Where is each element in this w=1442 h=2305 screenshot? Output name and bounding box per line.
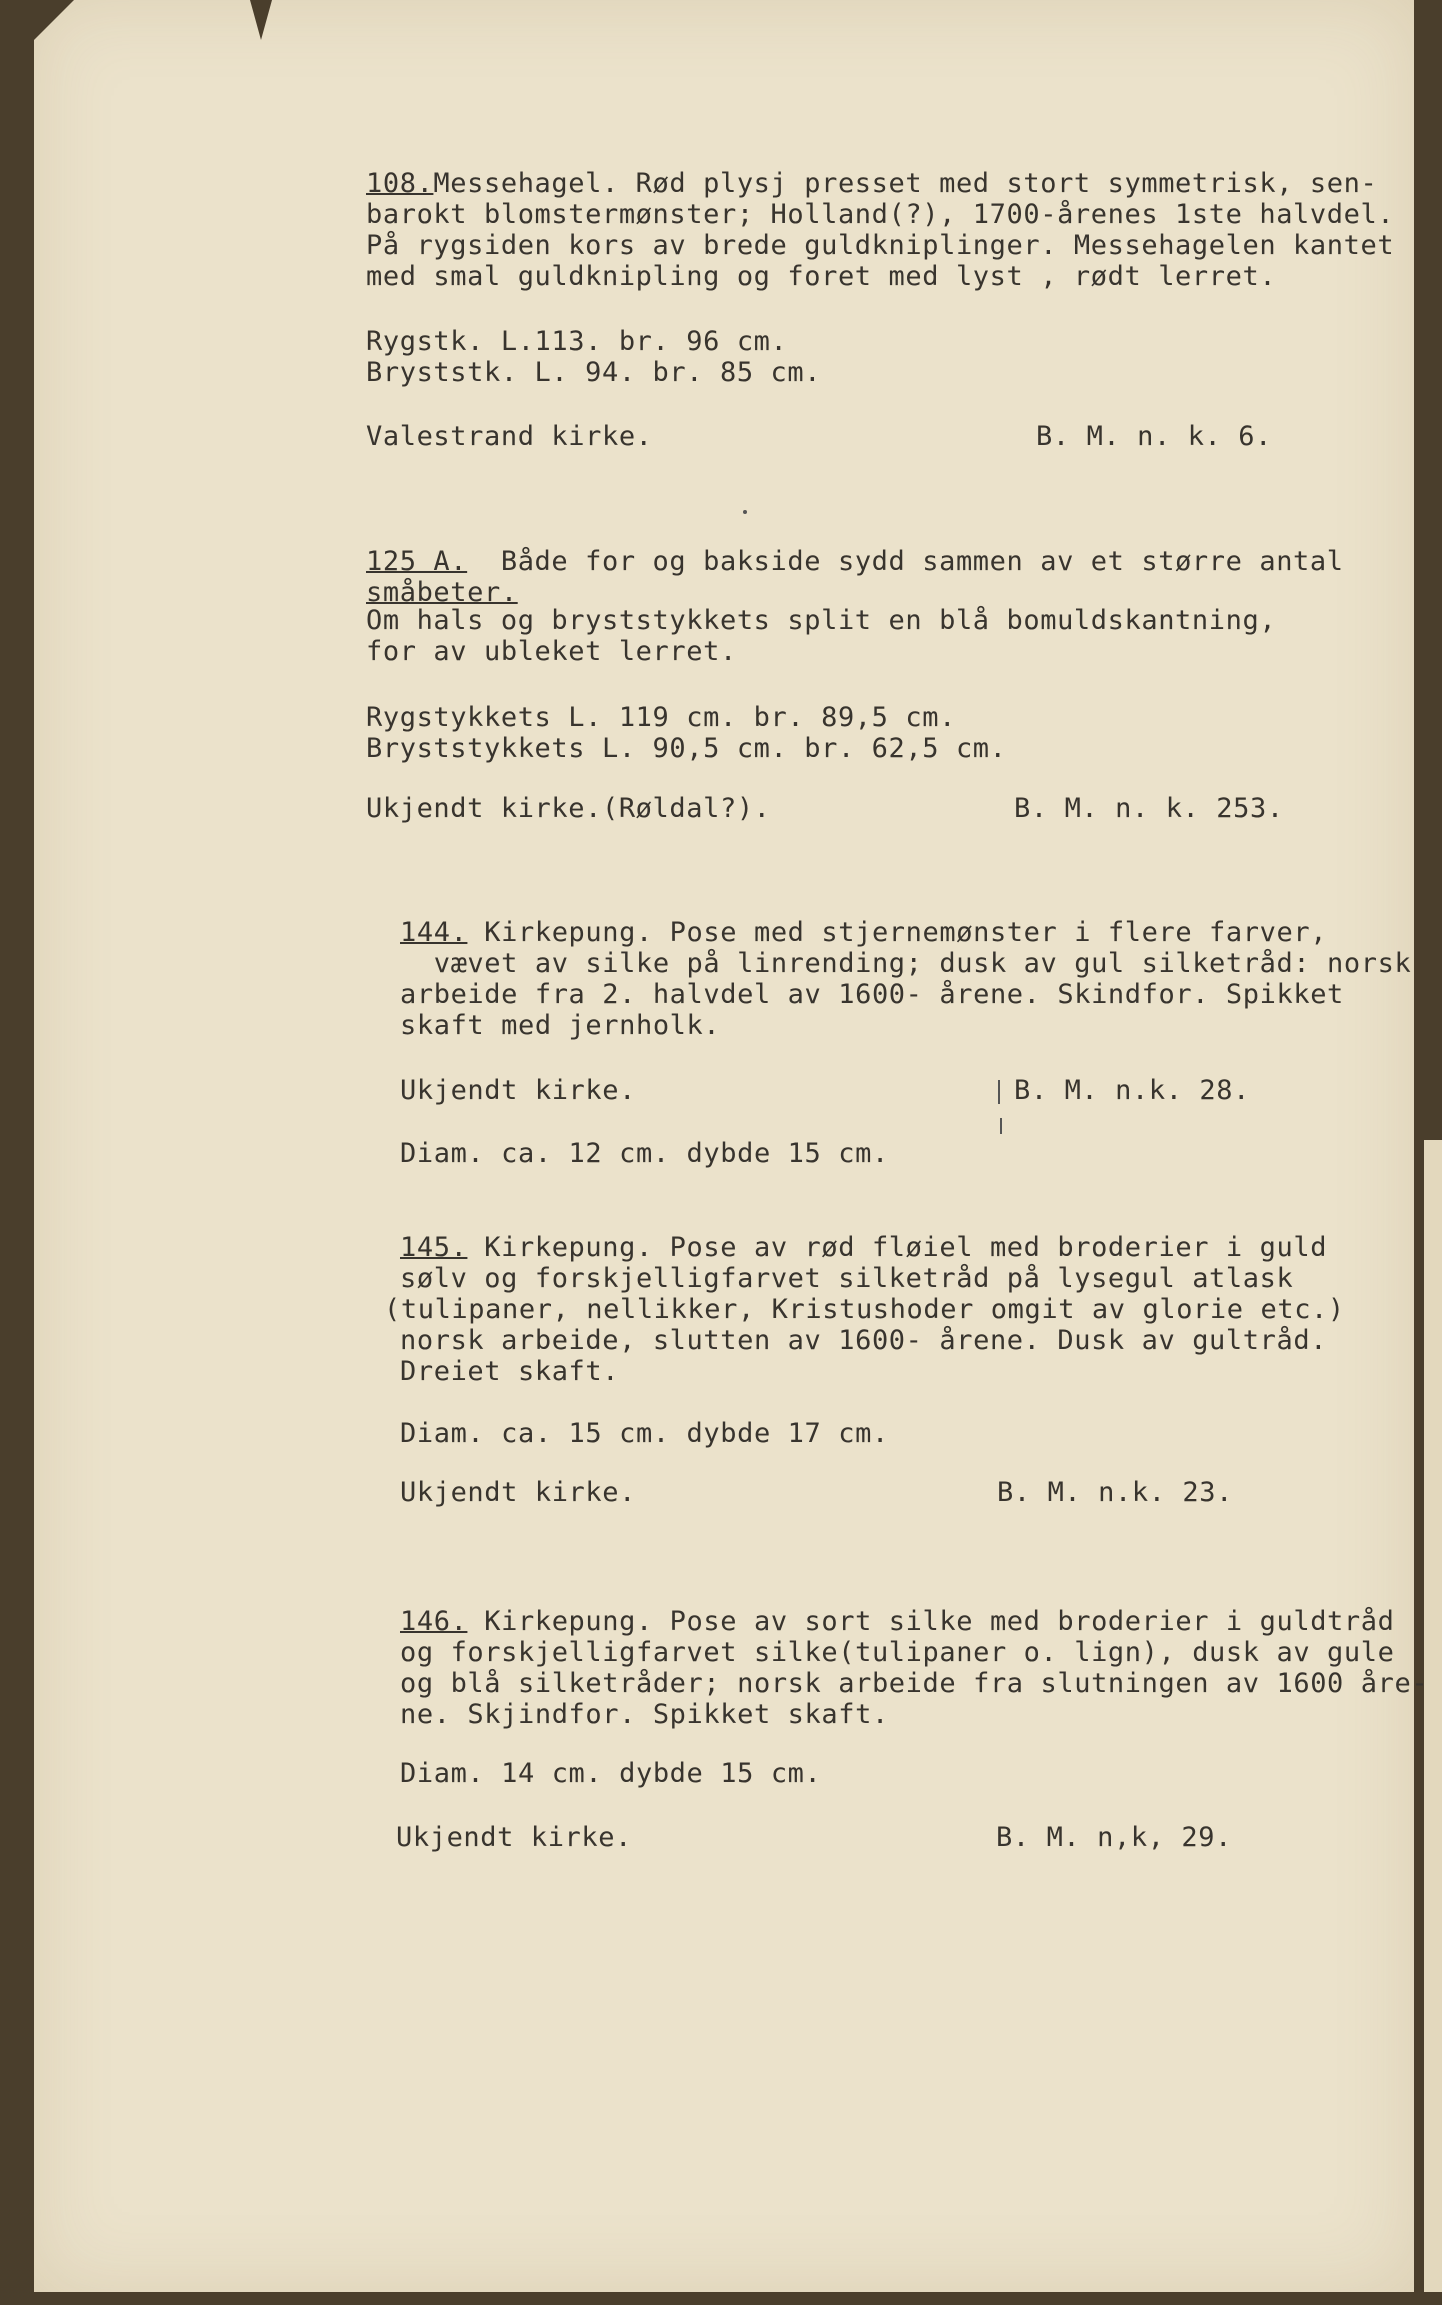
entry-desc-line: og forskjelligfarvet silke(tulipaner o. lign), dusk av gule [400, 1637, 1395, 1668]
entry-desc-line: 146. Kirkepung. Pose av sort silke med broderier i guldtråd [400, 1606, 1395, 1637]
diameter-line: Diam. 14 cm. dybde 15 cm. [400, 1758, 822, 1789]
entry-footer [400, 1075, 1360, 1106]
entry-desc-line: Dreiet skaft. [400, 1356, 620, 1387]
entry-desc-line: 144. Kirkepung. Pose med stjernemønster i flere farver, [400, 917, 1328, 948]
entry-desc-line: 145. Kirkepung. Pose av rød fløiel med broderier i guld [400, 1232, 1328, 1263]
entry-desc-line: ne. Skjindfor. Spikket skaft. [400, 1699, 889, 1730]
stray-dot [743, 510, 747, 514]
measure-line: Rygstk. L.113. br. 96 cm. [366, 326, 788, 357]
measure-line: Bryststk. L. 94. br. 85 cm. [366, 357, 822, 388]
catalog-entry-108 [366, 168, 1394, 292]
entry-diameter [400, 1758, 821, 1789]
paper-tear [250, 0, 272, 40]
museum-ref: B. M. n,k, 29. [996, 1822, 1232, 1853]
entry-number: 146. [400, 1606, 468, 1637]
entry-desc-line: og blå silketråder; norsk arbeide fra slutningen av 1600 åre- [400, 1668, 1429, 1699]
entry-desc-line: arbeide fra 2. halvdel av 1600- årene. Skindfor. Spikket [400, 979, 1344, 1010]
entry-diameter [400, 1138, 889, 1169]
entry-desc-line: skaft med jernholk. [400, 1010, 721, 1041]
measure-line: Bryststykkets L. 90,5 cm. br. 62,5 cm. [366, 733, 1007, 764]
entry-desc-line: barokt blomstermønster; Holland(?), 1700-årenes 1ste halvdel. [366, 199, 1395, 230]
church-name: Ukjendt kirke. [400, 1075, 636, 1106]
entry-footer [396, 1822, 1356, 1853]
entry-desc-line: 125 A. Både for og bakside sydd sammen av et større antal [366, 546, 1344, 577]
entry-desc-line: med smal guldknipling og foret med lyst , rødt lerret. [366, 261, 1277, 292]
entry-desc-line: vævet av silke på linrending; dusk av gul silketråd: norsk [400, 948, 1412, 979]
catalog-entry-144 [400, 917, 1411, 1041]
museum-ref: B. M. n.k. 23. [997, 1477, 1233, 1508]
entry-footer [366, 421, 1326, 452]
pencil-mark [1000, 1118, 1002, 1134]
folded-corner [34, 0, 74, 40]
entry-desc-line: Om hals og bryststykkets split en blå bomuldskantning, [366, 605, 1277, 636]
church-name: Valestrand kirke. [366, 421, 653, 452]
measure-line: Rygstykkets L. 119 cm. br. 89,5 cm. [366, 702, 956, 733]
museum-ref: B. M. n.k. 28. [1014, 1075, 1250, 1106]
entry-desc-line: for av ubleket lerret. [366, 636, 737, 667]
entry-desc-line: På rygsiden kors av brede guldkniplinger. Messehagelen kantet [366, 230, 1395, 261]
diameter-line: Diam. ca. 12 cm. dybde 15 cm. [400, 1138, 889, 1169]
entry-footer [400, 1477, 1360, 1508]
entry-measures [366, 326, 821, 388]
entry-measures [366, 702, 1007, 764]
church-name: Ukjendt kirke.(Røldal?). [366, 793, 771, 824]
entry-diameter [400, 1418, 889, 1449]
entry-desc-line: (tulipaner, nellikker, Kristushoder omgit av glorie etc.) [384, 1294, 1345, 1325]
entry-number: 144. [400, 917, 468, 948]
entry-number: 108. [366, 168, 434, 199]
catalog-entry-146 [400, 1606, 1428, 1730]
catalog-entry-145 [384, 1232, 1345, 1387]
entry-desc-line: norsk arbeide, slutten av 1600- årene. Dusk av gultråd. [400, 1325, 1328, 1356]
church-name: Ukjendt kirke. [396, 1822, 632, 1853]
catalog-entry-125a [366, 546, 1344, 667]
entry-number: 145. [400, 1232, 468, 1263]
museum-ref: B. M. n. k. 6. [1036, 421, 1272, 452]
museum-ref: B. M. n. k. 253. [1014, 793, 1284, 824]
entry-footer [366, 793, 1326, 824]
church-name: Ukjendt kirke. [400, 1477, 636, 1508]
diameter-line: Diam. ca. 15 cm. dybde 17 cm. [400, 1418, 889, 1449]
pencil-mark [998, 1080, 1000, 1104]
entry-number: 125 A. [366, 546, 468, 577]
entry-desc-line: småbeter. [366, 577, 518, 608]
entry-desc-line: 108.Messehagel. Rød plysj presset med stort symmetrisk, sen- [366, 168, 1378, 199]
entry-desc-line: sølv og forskjelligfarvet silketråd på lysegul atlask [400, 1263, 1294, 1294]
